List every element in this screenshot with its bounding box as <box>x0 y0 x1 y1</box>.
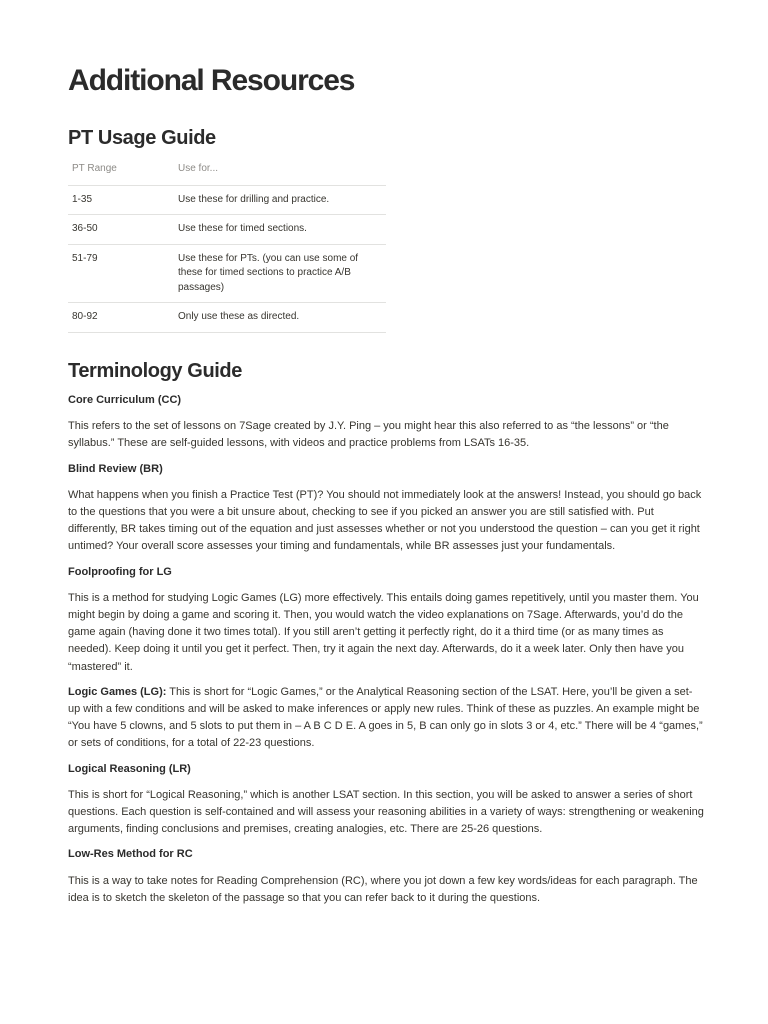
term-text-core-curriculum: This refers to the set of lessons on 7Sage created by J.Y. Ping – you might hear this also referred to as “the lessons” or “the syllabus.” These are self-guided lessons, with videos and practice problems from LSATs 16-35. <box>68 420 669 450</box>
table-row <box>68 244 386 303</box>
use-for-cell: Use these for drilling and practice. <box>174 185 386 215</box>
table-row <box>68 215 386 245</box>
column-header-pt-range: PT Range <box>68 154 174 185</box>
pt-range-cell: 36-50 <box>68 215 174 245</box>
term-text-low-res-method: This is a way to take notes for Reading Comprehension (RC), where you jot down a few key words/ideas for each paragraph. The idea is to sketch the skeleton of the passage so that you can refer back to it during the questions. <box>68 874 698 904</box>
term-text-logical-reasoning: This is short for “Logical Reasoning,” which is another LSAT section. In this section, you will be asked to answer a series of short questions. Each question is self-contained and will assess your reasoning abilities in a variety of ways: strengthening or weakening arguments, finding conclusions and premises, creating analogies, etc. There are 25-26 questions. <box>68 788 704 836</box>
pt-usage-table <box>68 154 386 333</box>
term-text-blind-review: What happens when you finish a Practice Test (PT)? You should not immediately look at the answers! Instead, you should go back to the questions that you were a bit unsure about, checking to see if you picked an answer you are still satisfied with. Put differently, BR takes timing out of the equation and just assesses whether or not you understood the question – can you get it right untimed? Your overall score assesses your timing and fundamentals, while BR assesses just your fundamentals. <box>68 488 702 553</box>
pt-range-cell: 1-35 <box>68 185 174 215</box>
table-row <box>68 185 386 215</box>
table-row <box>68 303 386 333</box>
term-title-core-curriculum: Core Curriculum (CC) <box>68 394 182 406</box>
term-text-logic-games: This is short for “Logic Games,” or the Analytical Reasoning section of the LSAT. Here, you’ll be given a set-up with a few conditions and will be asked to make inferences or apply new rules. Think of these as puzzles. An example might be “You have 5 clowns, and 5 slots to put them in – A B C D E. A goes in 5, B can only go in slots 3 or 4, etc.” There will be 4 “games,” or sets of conditions, for a total of 22-23 questions. <box>68 685 703 750</box>
term-title-logical-reasoning: Logical Reasoning (LR) <box>68 762 191 775</box>
term-title-low-res-method: Low-Res Method for RC <box>68 848 193 861</box>
use-for-cell: Only use these as directed. <box>174 303 386 333</box>
term-title-logic-games: Logic Games (LG): <box>68 685 167 698</box>
use-for-cell: Use these for PTs. (you can use some of these for timed sections to practice A/B passages) <box>174 244 386 303</box>
term-title-foolproofing: Foolproofing for LG <box>68 565 172 578</box>
pt-range-cell: 80-92 <box>68 303 174 333</box>
term-logic-games <box>68 684 704 753</box>
pt-range-cell: 51-79 <box>68 244 174 303</box>
terminology-list <box>68 392 704 915</box>
column-header-use-for: Use for... <box>174 154 386 185</box>
page-title: Additional Resources <box>68 64 355 97</box>
terminology-heading: Terminology Guide <box>68 360 242 382</box>
term-title-blind-review: Blind Review (BR) <box>68 462 163 475</box>
use-for-cell: Use these for timed sections. <box>174 215 386 245</box>
term-text-foolproofing: This is a method for studying Logic Games (LG) more effectively. This entails doing games repetitively, until you master them. You might begin by doing a game and scoring it. Then, you would watch the video explanations on 7Sage. Afterwards, you’d do the game again (having done it two times total). If you still aren’t getting it perfectly right, do it a third time (or as many times as needed). Keep doing it until you get it perfect. Then, try it again the next day. Afterwards, do it a week later. Only then have you “mastered” it. <box>68 591 699 673</box>
table-header-row <box>68 154 386 185</box>
pt-usage-heading: PT Usage Guide <box>68 127 216 149</box>
